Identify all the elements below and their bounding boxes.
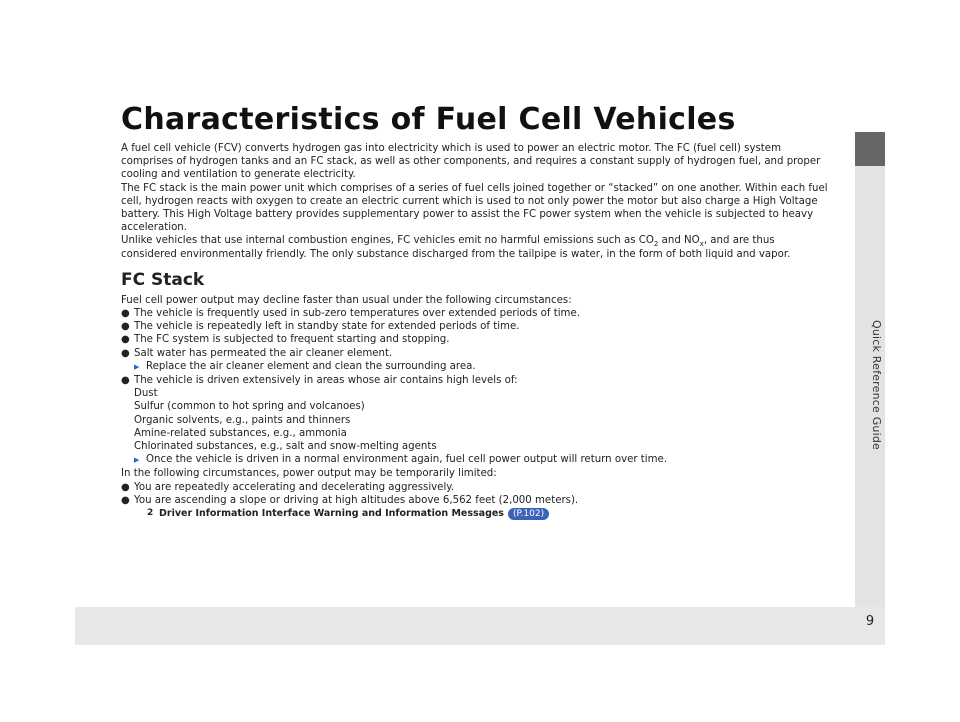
bullet-item: ● You are ascending a slope or driving at high altitudes above 6,562 feet (2,000 meters). [121, 494, 831, 507]
arrow-right-icon [134, 360, 146, 374]
arrow-right-icon [134, 453, 146, 467]
sidebar-tab-marker [855, 132, 885, 166]
bullet-item: ● You are repeatedly accelerating and decelerating aggressively. [121, 481, 831, 494]
sub-list-item: Organic solvents, e.g., paints and thinners [134, 414, 351, 426]
fc-stack-lead: Fuel cell power output may decline faster than usual under the following circumstances: [121, 294, 572, 306]
bullet-item: ● The vehicle is frequently used in sub-zero temperatures over extended periods of time. [121, 307, 831, 320]
sub-list-item: Chlorinated substances, e.g., salt and snow-melting agents [134, 441, 437, 453]
page-title: Characteristics of Fuel Cell Vehicles [121, 102, 736, 137]
action-note: ▶ Once the vehicle is driven in a normal environment again, fuel cell power output will return over time. [121, 453, 831, 467]
bullet-icon [121, 481, 134, 494]
sub-list-item: Dust [134, 388, 158, 400]
sub-list-item: Sulfur (common to hot spring and volcanoes) [134, 401, 365, 413]
page-content [121, 104, 831, 520]
page-reference-badge[interactable]: (P.102) [508, 508, 549, 520]
reference-icon: 2 [147, 508, 154, 519]
bullet-icon [121, 347, 134, 360]
bullet-icon [121, 333, 134, 346]
sidebar-section-label[interactable]: Quick Reference Guide [870, 320, 883, 450]
reference-text: Driver Information Interface Warning and Information Messages [159, 508, 504, 520]
page-number: 9 [865, 614, 875, 629]
sub-list-item: Amine-related substances, e.g., ammonia [134, 427, 347, 439]
intro-paragraph-2: The FC stack is the main power unit which comprises of a series of fuel cells joined together or “stacked” on one another. Within each fuel cell, hydrogen reacts with oxygen to create an electric current which is used to not only power the motor but also charge a High Voltage battery. This High Voltage battery provides supplementary power to assist the FC power system when the vehicle is subjected to heavy acceleration. [121, 182, 828, 234]
action-note: ▶ Replace the air cleaner element and clean the surrounding area. [121, 360, 831, 374]
cross-reference-link[interactable] [121, 507, 831, 520]
bullet-item: ● The FC system is subjected to frequent starting and stopping. [121, 333, 831, 346]
bullet-item: ● The vehicle is driven extensively in areas whose air contains high levels of: [121, 374, 831, 387]
bullet-item: ● Salt water has permeated the air cleaner element. [121, 347, 831, 360]
bullet-icon [121, 374, 134, 387]
bullet-icon [121, 307, 134, 320]
bullet-icon [121, 320, 134, 333]
footer-band [75, 607, 885, 645]
intro-paragraph-3: Unlike vehicles that use internal combustion engines, FC vehicles emit no harmful emissions such as $CO_2$ and $NO_x$, and are thus considered environmentally friendly. The only substance discharged from the tailpipe is water, in the form of both liquid and vapor. [121, 235, 791, 260]
bullet-icon [121, 494, 134, 507]
bullet-item: ● The vehicle is repeatedly left in standby state for extended periods of time. [121, 320, 831, 333]
section-heading-fc-stack: FC Stack [121, 269, 205, 290]
intro-paragraph-1: A fuel cell vehicle (FCV) converts hydrogen gas into electricity which is used to power an electric motor. The FC (fuel cell) system comprises of hydrogen tanks and an FC stack, as well as other components, and requires a constant supply of hydrogen fuel, and proper cooling and ventilation to generate electricity. [121, 143, 821, 181]
fc-stack-lead-2: In the following circumstances, power output may be temporarily limited: [121, 468, 497, 480]
